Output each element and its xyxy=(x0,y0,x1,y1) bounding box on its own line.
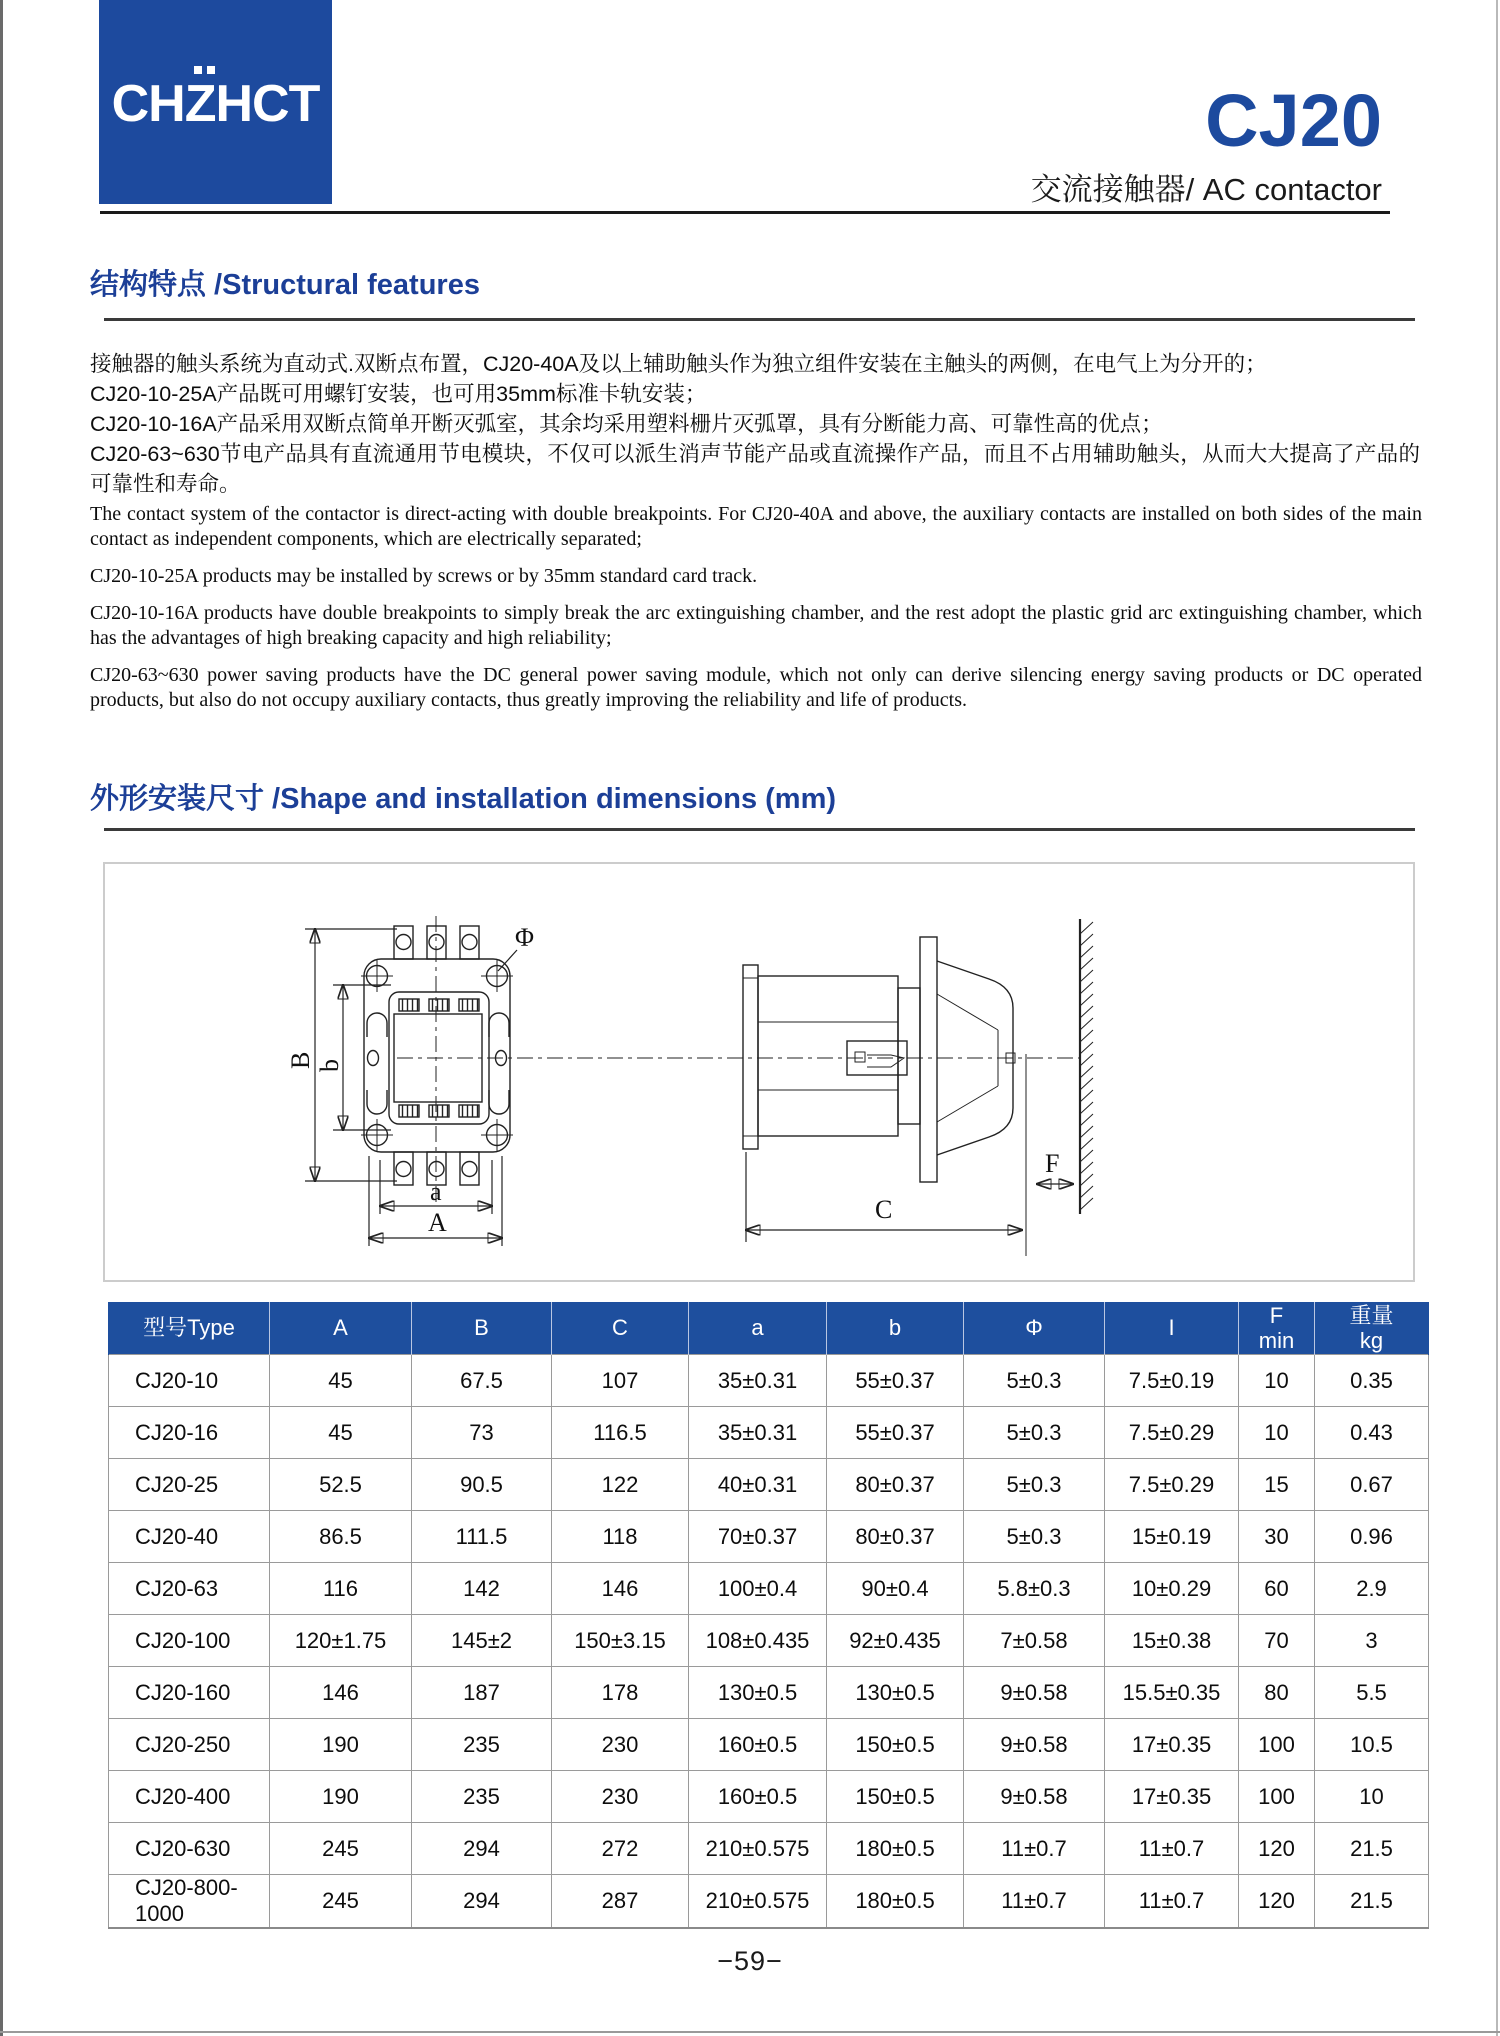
cell-value: 108±0.435 xyxy=(689,1615,827,1667)
cell-value: 90.5 xyxy=(412,1459,552,1511)
cell-value: 21.5 xyxy=(1315,1823,1429,1875)
column-header: B xyxy=(412,1302,552,1355)
side-view-dimensions xyxy=(746,1149,1073,1242)
cell-value: 210±0.575 xyxy=(689,1875,827,1929)
cell-value: 35±0.31 xyxy=(689,1407,827,1459)
cell-value: 11±0.7 xyxy=(1105,1823,1239,1875)
cell-value: 245 xyxy=(270,1875,412,1929)
installation-diagram xyxy=(105,864,1413,1280)
cell-value: 111.5 xyxy=(412,1511,552,1563)
cell-value: 70±0.37 xyxy=(689,1511,827,1563)
cell-value: 146 xyxy=(552,1563,689,1615)
brand-logo xyxy=(99,0,332,204)
en-paragraph: CJ20-10-16A products have double breakpoints to simply break the arc extinguishing chamber, and the rest adopt the plastic grid arc extinguishing chamber, which has the advantages of high breaking capacity and high reliability; xyxy=(90,602,1422,649)
page-edge-right xyxy=(1496,0,1498,2036)
installation-diagram-box xyxy=(103,862,1415,1282)
cell-value: 9±0.58 xyxy=(964,1719,1105,1771)
cell-value: 7.5±0.19 xyxy=(1105,1355,1239,1407)
cell-type: CJ20-630 xyxy=(109,1823,270,1875)
cell-value: 142 xyxy=(412,1563,552,1615)
cell-value: 5±0.3 xyxy=(964,1511,1105,1563)
cell-value: 40±0.31 xyxy=(689,1459,827,1511)
dim-label-phi: Φ xyxy=(515,923,535,952)
cell-value: 86.5 xyxy=(270,1511,412,1563)
cell-value: 5.5 xyxy=(1315,1667,1429,1719)
cell-value: 45 xyxy=(270,1407,412,1459)
brand-logo-text: CHZHCT xyxy=(111,75,320,133)
cell-type: CJ20-40 xyxy=(109,1511,270,1563)
cell-value: 294 xyxy=(412,1823,552,1875)
table-row xyxy=(109,1667,1429,1719)
cell-value: 210±0.575 xyxy=(689,1823,827,1875)
features-paragraphs-chinese xyxy=(90,349,1420,499)
cell-value: 10.5 xyxy=(1315,1719,1429,1771)
table-row xyxy=(109,1355,1429,1407)
cell-value: 7.5±0.29 xyxy=(1105,1407,1239,1459)
cell-value: 0.67 xyxy=(1315,1459,1429,1511)
column-header: 型号Type xyxy=(109,1302,270,1355)
cell-value: 5±0.3 xyxy=(964,1407,1105,1459)
cell-value: 2.9 xyxy=(1315,1563,1429,1615)
cell-value: 15.5±0.35 xyxy=(1105,1667,1239,1719)
cell-value: 180±0.5 xyxy=(827,1875,964,1929)
cell-value: 52.5 xyxy=(270,1459,412,1511)
column-header: b xyxy=(827,1302,964,1355)
cell-value: 30 xyxy=(1239,1511,1315,1563)
cell-value: 5±0.3 xyxy=(964,1355,1105,1407)
dimensions-table xyxy=(108,1302,1429,1929)
cell-value: 190 xyxy=(270,1771,412,1823)
cell-value: 116.5 xyxy=(552,1407,689,1459)
cell-type: CJ20-63 xyxy=(109,1563,270,1615)
column-header: a xyxy=(689,1302,827,1355)
cell-value: 10 xyxy=(1239,1355,1315,1407)
product-subtitle: 交流接触器/ AC contactor xyxy=(1030,172,1382,207)
cell-value: 45 xyxy=(270,1355,412,1407)
en-paragraph: The contact system of the contactor is direct-acting with double breakpoints. For CJ20-40A and above, the auxiliary contacts are installed on both sides of the main contact as independent components, which are electrically separated; xyxy=(90,503,1422,550)
column-header: Φ xyxy=(964,1302,1105,1355)
en-paragraph: CJ20-10-25A products may be installed by screws or by 35mm standard card track. xyxy=(90,565,758,587)
cell-value: 3 xyxy=(1315,1615,1429,1667)
cell-value: 122 xyxy=(552,1459,689,1511)
cell-value: 11±0.7 xyxy=(1105,1875,1239,1929)
cell-value: 5±0.3 xyxy=(964,1459,1105,1511)
page-edge-bottom xyxy=(0,2031,1500,2033)
cell-value: 35±0.31 xyxy=(689,1355,827,1407)
side-view xyxy=(743,919,1093,1256)
cell-value: 10 xyxy=(1315,1771,1429,1823)
cell-type: CJ20-25 xyxy=(109,1459,270,1511)
section-divider-1 xyxy=(104,318,1415,321)
cell-value: 73 xyxy=(412,1407,552,1459)
column-header: C xyxy=(552,1302,689,1355)
cell-value: 160±0.5 xyxy=(689,1719,827,1771)
cell-value: 150±3.15 xyxy=(552,1615,689,1667)
cell-type: CJ20-250 xyxy=(109,1719,270,1771)
cell-value: 235 xyxy=(412,1719,552,1771)
column-header: A xyxy=(270,1302,412,1355)
cell-value: 15±0.38 xyxy=(1105,1615,1239,1667)
cell-value: 17±0.35 xyxy=(1105,1719,1239,1771)
column-header: F min xyxy=(1239,1302,1315,1355)
cell-value: 245 xyxy=(270,1823,412,1875)
cell-value: 150±0.5 xyxy=(827,1771,964,1823)
logo-umlaut-dots xyxy=(194,66,202,74)
cell-value: 120±1.75 xyxy=(270,1615,412,1667)
cell-value: 80±0.37 xyxy=(827,1459,964,1511)
cell-value: 187 xyxy=(412,1667,552,1719)
dimensions-table-header xyxy=(109,1302,1429,1355)
cell-value: 116 xyxy=(270,1563,412,1615)
cell-value: 130±0.5 xyxy=(827,1667,964,1719)
cell-type: CJ20-800-1000 xyxy=(109,1875,270,1929)
cell-value: 146 xyxy=(270,1667,412,1719)
cell-value: 80 xyxy=(1239,1667,1315,1719)
cell-value: 100±0.4 xyxy=(689,1563,827,1615)
cell-value: 80±0.37 xyxy=(827,1511,964,1563)
cell-value: 10 xyxy=(1239,1407,1315,1459)
cell-value: 21.5 xyxy=(1315,1875,1429,1929)
section-title-installation-dimensions: 外形安装尺寸 /Shape and installation dimensions (mm) xyxy=(90,783,837,815)
product-title-block xyxy=(1030,79,1382,209)
cell-value: 230 xyxy=(552,1771,689,1823)
cell-value: 287 xyxy=(552,1875,689,1929)
cell-value: 92±0.435 xyxy=(827,1615,964,1667)
page-edge-left xyxy=(0,0,3,2036)
table-row xyxy=(109,1823,1429,1875)
header-divider xyxy=(100,211,1390,214)
cell-value: 118 xyxy=(552,1511,689,1563)
cell-value: 17±0.35 xyxy=(1105,1771,1239,1823)
cell-value: 0.96 xyxy=(1315,1511,1429,1563)
table-row xyxy=(109,1719,1429,1771)
table-row xyxy=(109,1615,1429,1667)
cell-value: 235 xyxy=(412,1771,552,1823)
page-number: −59− xyxy=(717,1946,783,1976)
table-row xyxy=(109,1511,1429,1563)
dim-label-C: C xyxy=(875,1195,893,1224)
section-divider-2 xyxy=(104,828,1415,831)
dim-label-a: a xyxy=(430,1177,442,1206)
dim-label-F: F xyxy=(1045,1149,1060,1178)
product-model-title: CJ20 xyxy=(1205,79,1382,162)
cell-value: 67.5 xyxy=(412,1355,552,1407)
cell-value: 120 xyxy=(1239,1875,1315,1929)
cell-value: 60 xyxy=(1239,1563,1315,1615)
front-view xyxy=(361,916,1080,1204)
cell-value: 100 xyxy=(1239,1771,1315,1823)
cell-value: 0.43 xyxy=(1315,1407,1429,1459)
cell-type: CJ20-160 xyxy=(109,1667,270,1719)
cell-value: 178 xyxy=(552,1667,689,1719)
cell-type: CJ20-10 xyxy=(109,1355,270,1407)
column-header: 重量 kg xyxy=(1315,1302,1429,1355)
dim-label-B: B xyxy=(286,1051,315,1069)
cell-value: 145±2 xyxy=(412,1615,552,1667)
cell-value: 55±0.37 xyxy=(827,1355,964,1407)
en-paragraph: CJ20-63~630 power saving products have the DC general power saving module, which not only can derive silencing energy saving products or DC operated products, but also do not occupy auxiliary contacts, thus greatly improving the reliability and life of products. xyxy=(90,664,1422,711)
cell-type: CJ20-100 xyxy=(109,1615,270,1667)
cell-value: 15 xyxy=(1239,1459,1315,1511)
cell-value: 0.35 xyxy=(1315,1355,1429,1407)
table-row xyxy=(109,1459,1429,1511)
cell-value: 294 xyxy=(412,1875,552,1929)
column-header: I xyxy=(1105,1302,1239,1355)
zh-paragraph: 接触器的触头系统为直动式.双断点布置，CJ20-40A及以上辅助触头作为独立组件安装在主触头的两侧，在电气上为分开的； xyxy=(90,352,1267,376)
zh-paragraph: CJ20-63~630节电产品具有直流通用节电模块，不仅可以派生消声节能产品或直流操作产品，而且不占用辅助触头，从而大大提高了产品的可靠性和寿命。 xyxy=(90,442,1420,496)
cell-value: 11±0.7 xyxy=(964,1823,1105,1875)
cell-value: 120 xyxy=(1239,1823,1315,1875)
cell-type: CJ20-16 xyxy=(109,1407,270,1459)
cell-value: 10±0.29 xyxy=(1105,1563,1239,1615)
cell-value: 190 xyxy=(270,1719,412,1771)
cell-value: 11±0.7 xyxy=(964,1875,1105,1929)
table-row xyxy=(109,1563,1429,1615)
cell-value: 15±0.19 xyxy=(1105,1511,1239,1563)
section-title-structural-features: 结构特点 /Structural features xyxy=(90,269,480,301)
cell-value: 230 xyxy=(552,1719,689,1771)
cell-value: 180±0.5 xyxy=(827,1823,964,1875)
cell-value: 90±0.4 xyxy=(827,1563,964,1615)
features-paragraphs-english xyxy=(90,502,1422,725)
cell-value: 9±0.58 xyxy=(964,1771,1105,1823)
cell-value: 130±0.5 xyxy=(689,1667,827,1719)
cell-value: 55±0.37 xyxy=(827,1407,964,1459)
cell-value: 5.8±0.3 xyxy=(964,1563,1105,1615)
cell-value: 107 xyxy=(552,1355,689,1407)
table-row xyxy=(109,1875,1429,1929)
cell-type: CJ20-400 xyxy=(109,1771,270,1823)
cell-value: 160±0.5 xyxy=(689,1771,827,1823)
table-row xyxy=(109,1407,1429,1459)
cell-value: 7±0.58 xyxy=(964,1615,1105,1667)
dim-label-A: A xyxy=(428,1208,447,1237)
zh-paragraph: CJ20-10-25A产品既可用螺钉安装，也可用35mm标准卡轨安装； xyxy=(90,382,707,406)
zh-paragraph: CJ20-10-16A产品采用双断点简单开断灭弧室，其余均采用塑料栅片灭弧罩，具有分断能力高、可靠性高的优点； xyxy=(90,412,1163,436)
cell-value: 9±0.58 xyxy=(964,1667,1105,1719)
cell-value: 272 xyxy=(552,1823,689,1875)
cell-value: 150±0.5 xyxy=(827,1719,964,1771)
dim-label-b: b xyxy=(315,1059,344,1072)
cell-value: 7.5±0.29 xyxy=(1105,1459,1239,1511)
cell-value: 100 xyxy=(1239,1719,1315,1771)
cell-value: 70 xyxy=(1239,1615,1315,1667)
table-row xyxy=(109,1771,1429,1823)
